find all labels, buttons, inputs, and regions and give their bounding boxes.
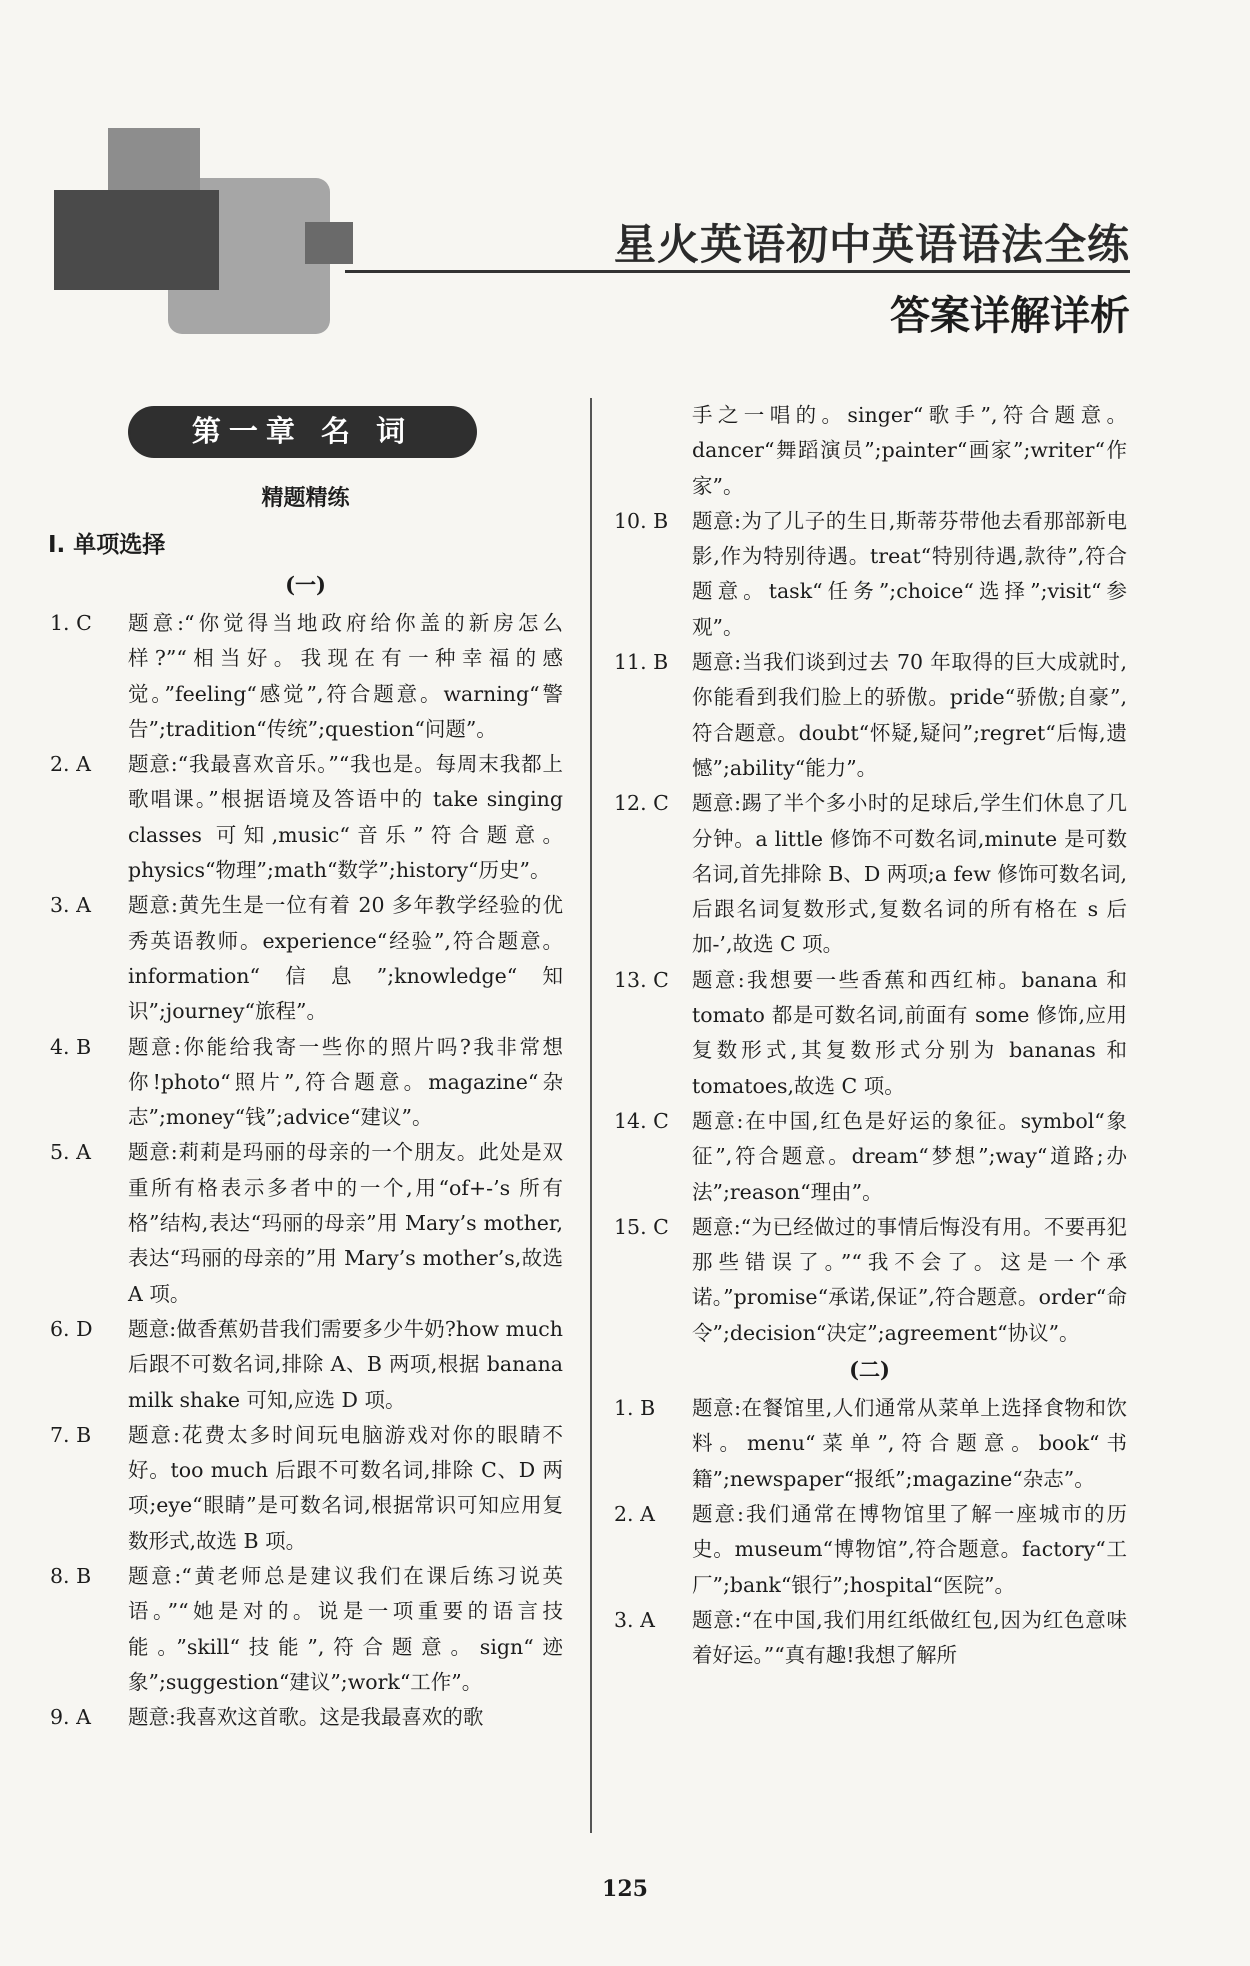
answer-item: 7. B 题意:花费太多时间玩电脑游戏对你的眼睛不好。too much 后跟不可数名词,排除 C、D 两项;eye“眼睛”是可数名词,根据常识可知应用复数形式,故选 B 项。: [50, 1422, 563, 1553]
header-rule: [345, 270, 1130, 273]
answer-item: 9. A 题意:我喜欢这首歌。这是我最喜欢的歌: [50, 1705, 484, 1730]
answer-continuation: 手之一唱的。singer“歌手”,符合题意。dancer“舞蹈演员”;painter“画家”;writer“作家”。: [692, 403, 1127, 498]
answer-item: 5. A 题意:莉莉是玛丽的母亲的一个朋友。此处是双重所有格表示多者中的一个,用“of+-’s 所有格”结构,表达“玛丽的母亲”用 Mary’s mother,表达“玛丽的母亲的”用 Mary’s mother’s,故选 A 项。: [50, 1140, 563, 1306]
page-number: 125: [602, 1876, 648, 1902]
answer-item: 10. B 题意:为了儿子的生日,斯蒂芬带他去看那部新电影,作为特别待遇。treat“特别待遇,款待”,符合题意。task“任务”;choice“选择”;visit“参观”。: [614, 508, 1127, 639]
answer-item: 15. C 题意:“为已经做过的事情后悔没有用。不要再犯那些错误了。”“我不会了。这是一个承诺。”promise“承诺,保证”,符合题意。order“命令”;decision“决定”;agreement“协议”。: [614, 1214, 1127, 1345]
left-column: [48, 398, 563, 1736]
book-title: 星火英语初中英语语法全练: [613, 220, 1130, 269]
answer-item: 14. C 题意:在中国,红色是好运的象征。symbol“象征”,符合题意。dream“梦想”;way“道路;办法”;reason“理由”。: [614, 1108, 1127, 1204]
answer-item: 12. C 题意:踢了半个多小时的足球后,学生们休息了几分钟。a little 修饰不可数名词,minute 是可数名词,首先排除 B、D 两项;a few 修饰可数名词,后跟名词复数形式,复数名词的所有格在 s 后加-’,故选 C 项。: [614, 791, 1127, 957]
column-divider: [590, 398, 592, 1833]
answer-item: 6. D 题意:做香蕉奶昔我们需要多少牛奶?how much 后跟不可数名词,排除 A、B 两项,根据 banana milk shake 可知,应选 D 项。: [50, 1316, 563, 1412]
right-column: [612, 398, 1127, 1673]
answer-item: 3. A 题意:“在中国,我们用红纸做红包,因为红色意味着好运。”“真有趣!我想了解所: [614, 1607, 1127, 1668]
answer-item: 1. C 题意:“你觉得当地政府给你盖的新房怎么样?”“相当好。我现在有一种幸福的感觉。”feeling“感觉”,符合题意。warning“警告”;tradition“传统”;question“问题”。: [50, 611, 563, 741]
header-subtitle: 答案详解详析: [890, 293, 1130, 339]
answer-item: 13. C 题意:我想要一些香蕉和西红柿。banana 和 tomato 都是可数名词,前面有 some 修饰,应用复数形式,其复数形式分别为 bananas 和 tomatoes,故选 C 项。: [614, 967, 1127, 1098]
part-title: Ⅰ. 单项选择: [48, 532, 166, 558]
answer-item: 3. A 题意:黄先生是一位有着 20 多年教学经验的优秀英语教师。experience“经验”,符合题意。information“信息”;knowledge“知识”;journey“旅程”。: [50, 893, 563, 1024]
subsection-title: (一): [285, 572, 326, 597]
answer-item: 2. A 题意:我们通常在博物馆里了解一座城市的历史。museum“博物馆”,符合题意。factory“工厂”;bank“银行”;hospital“医院”。: [614, 1501, 1127, 1597]
chapter-banner: 第一章 名 词: [130, 408, 475, 456]
section-title: 精题精练: [261, 486, 350, 511]
answer-item: 2. A 题意:“我最喜欢音乐。”“我也是。每周末我都上歌唱课。”根据语境及答语中的 take singing classes 可知,music“音乐”符合题意。physics“物理”;math“数学”;history“历史”。: [50, 752, 563, 883]
answer-item: 11. B 题意:当我们谈到过去 70 年取得的巨大成就时,你能看到我们脸上的骄傲。pride“骄傲;自豪”,符合题意。doubt“怀疑,疑问”;regret“后悔,遗憾”;ability“能力”。: [614, 650, 1127, 780]
answer-item: 4. B 题意:你能给我寄一些你的照片吗?我非常想你!photo“照片”,符合题意。magazine“杂志”;money“钱”;advice“建议”。: [50, 1034, 563, 1130]
header-decoration-square: [54, 190, 219, 290]
subsection-title: (二): [849, 1357, 890, 1383]
header-decoration-square: [305, 222, 353, 264]
answer-item: 8. B 题意:“黄老师总是建议我们在课后练习说英语。”“她是对的。说是一项重要的语言技能。”skill“技能”,符合题意。sign“迹象”;suggestion“建议”;work“工作”。: [50, 1564, 563, 1694]
answer-item: 1. B 题意:在餐馆里,人们通常从菜单上选择食物和饮料。menu“菜单”,符合题意。book“书籍”;newspaper“报纸”;magazine“杂志”。: [614, 1396, 1127, 1491]
